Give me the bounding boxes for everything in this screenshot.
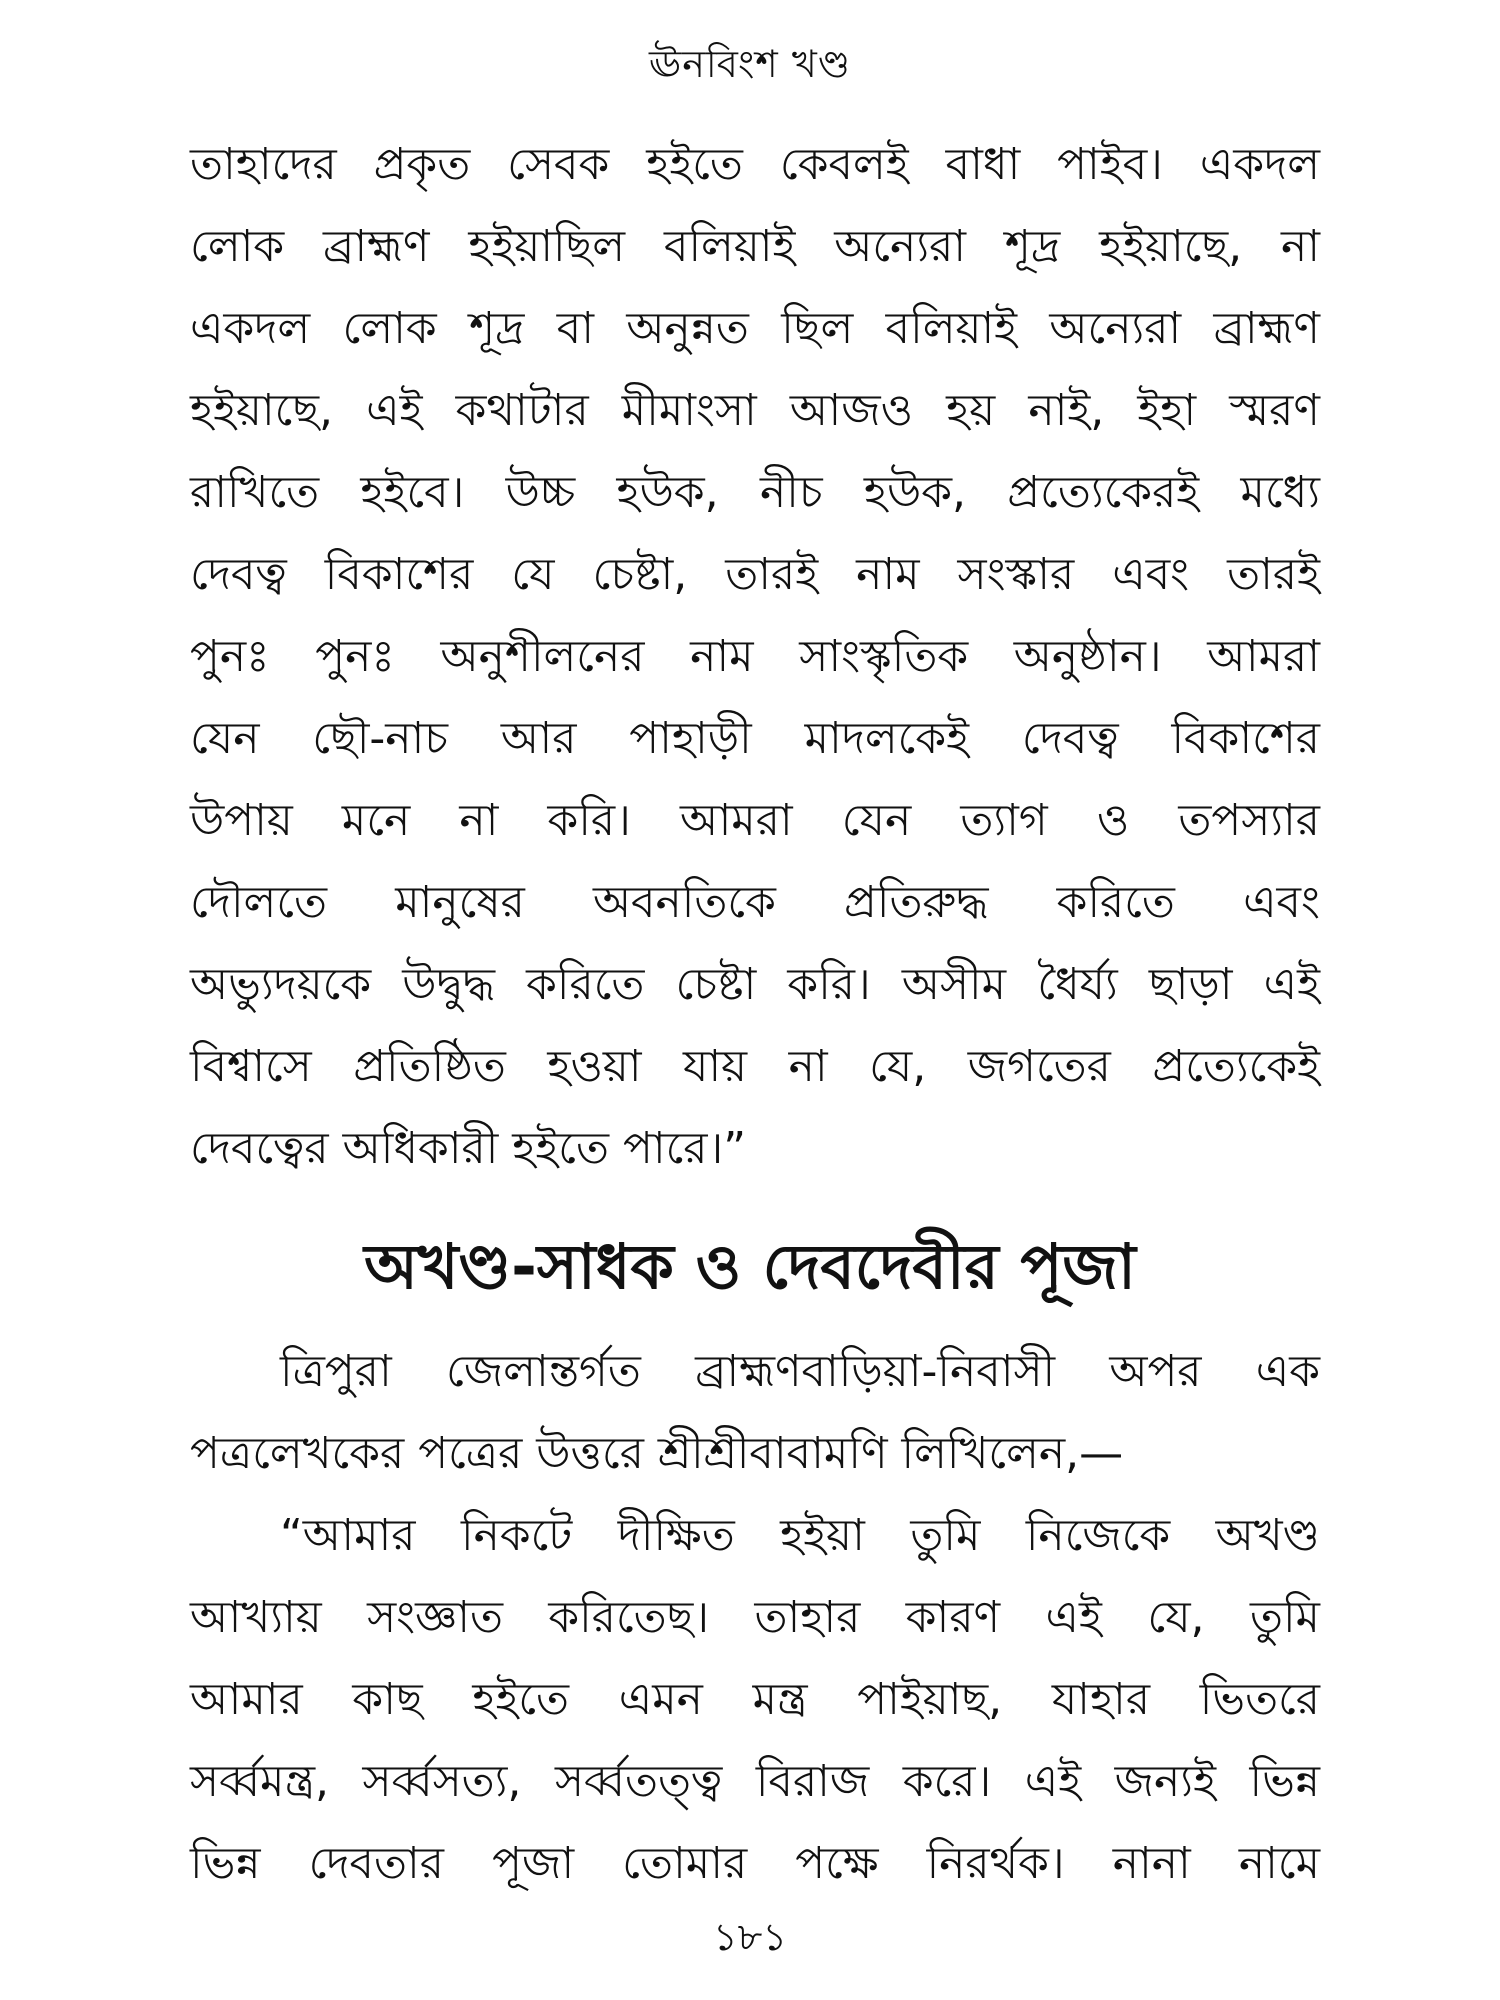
section-heading: অখণ্ড-সাধক ও দেবদেবীর পূজা xyxy=(364,1230,1136,1303)
text-line: ভিন্ন দেবতার পূজা তোমার পক্ষে নিরর্থক। নানা নামে xyxy=(190,1838,1320,1889)
running-head: ঊনবিংশ খণ্ড xyxy=(648,42,852,86)
text-line: হইয়াছে, এই কথাটার মীমাংসা আজও হয় নাই, ইহা স্মরণ xyxy=(190,385,1320,436)
text-line: লোক ব্রাহ্মণ হইয়াছিল বলিয়াই অন্যেরা শূদ্র হইয়াছে, না xyxy=(190,221,1320,272)
text-line: বিশ্বাসে প্রতিষ্ঠিত হওয়া যায় না যে, জগতের প্রত্যেকেই xyxy=(190,1041,1320,1092)
text-line: অভ্যুদয়কে উদ্বুদ্ধ করিতে চেষ্টা করি। অসীম ধৈর্য্য ছাড়া এই xyxy=(190,959,1320,1010)
text-line: রাখিতে হইবে। উচ্চ হউক, নীচ হউক, প্রত্যেকেরই মধ্যে xyxy=(190,467,1320,518)
text-line: আমার কাছ হইতে এমন মন্ত্র পাইয়াছ, যাহার ভিতরে xyxy=(190,1674,1320,1725)
text-line: দেবত্ব বিকাশের যে চেষ্টা, তারই নাম সংস্কার এবং তারই xyxy=(190,549,1320,600)
text-line: একদল লোক শূদ্র বা অনুন্নত ছিল বলিয়াই অন্যেরা ব্রাহ্মণ xyxy=(190,303,1320,354)
text-line: দেবত্বের অধিকারী হইতে পারে।” xyxy=(190,1123,747,1174)
text-line: পুনঃ পুনঃ অনুশীলনের নাম সাংস্কৃতিক অনুষ্ঠান। আমরা xyxy=(190,631,1320,682)
page-number: ১৮১ xyxy=(713,1915,787,1959)
text-line: দৌলতে মানুষের অবনতিকে প্রতিরুদ্ধ করিতে এবং xyxy=(190,877,1320,928)
text-line: উপায় মনে না করি। আমরা যেন ত্যাগ ও তপস্যার xyxy=(190,795,1320,846)
text-line: যেন ছৌ-নাচ আর পাহাড়ী মাদলকেই দেবত্ব বিকাশের xyxy=(190,713,1320,764)
text-line: সর্ব্বমন্ত্র, সর্ব্বসত্য, সর্ব্বতত্ত্ব বিরাজ করে। এই জন্যই ভিন্ন xyxy=(190,1756,1320,1807)
text-line: আখ্যায় সংজ্ঞাত করিতেছ। তাহার কারণ এই যে, তুমি xyxy=(190,1592,1320,1643)
text-line: “আমার নিকটে দীক্ষিত হইয়া তুমি নিজেকে অখণ্ড xyxy=(280,1510,1320,1561)
text-line: তাহাদের প্রকৃত সেবক হইতে কেবলই বাধা পাইব। একদল xyxy=(190,139,1320,190)
text-line: পত্রলেখকের পত্রের উত্তরে শ্রীশ্রীবাবামণি লিখিলেন,— xyxy=(190,1428,1124,1479)
text-line: ত্রিপুরা জেলান্তর্গত ব্রাহ্মণবাড়িয়া-নিবাসী অপর এক xyxy=(280,1346,1320,1397)
